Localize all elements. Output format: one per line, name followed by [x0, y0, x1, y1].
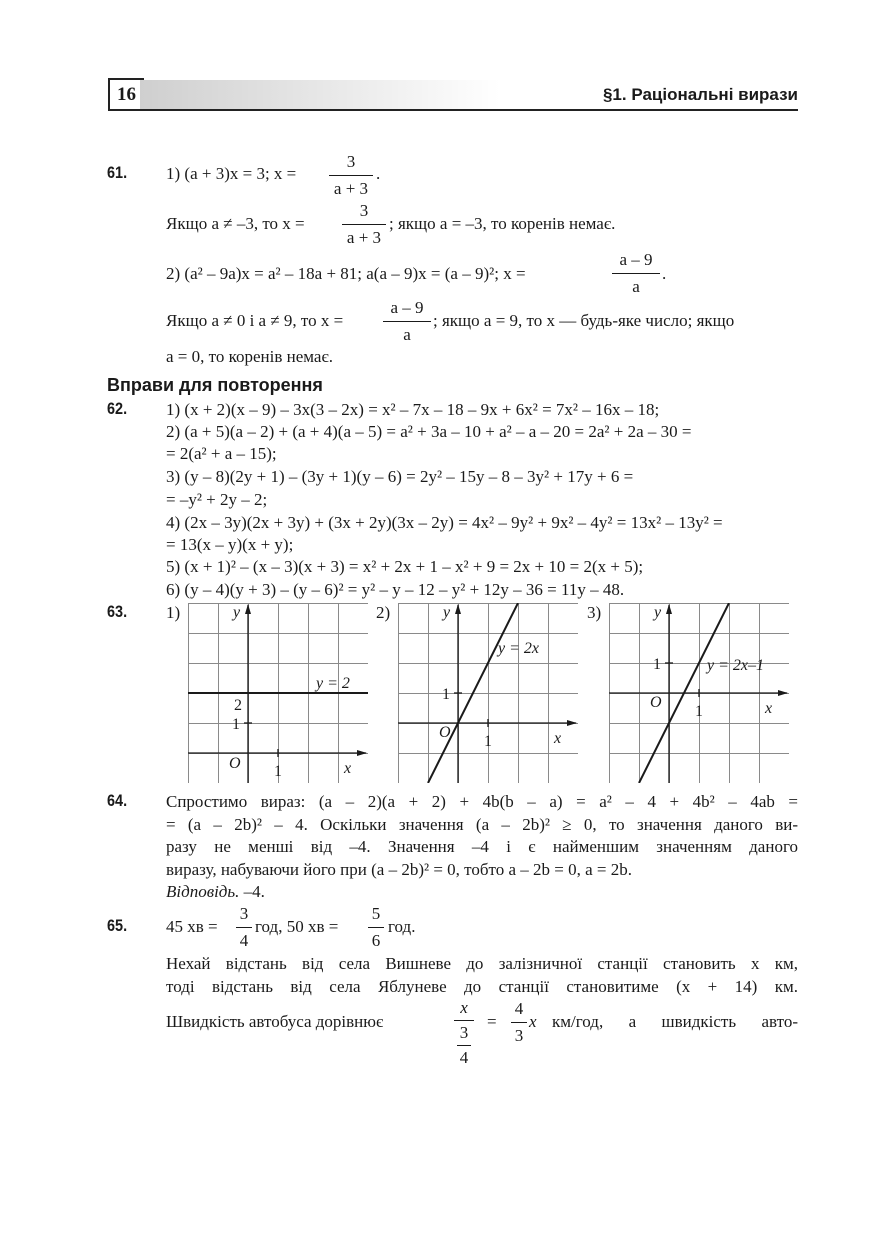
ex61-line3: 2) (a² – 9a)x = a² – 18a + 81; a(a – 9)x = (a – 9)²; x =	[166, 264, 526, 283]
fraction-bar	[368, 927, 384, 928]
ex65-fraction-3-den: 3	[514, 1026, 524, 1045]
ex65-l1a: 45 хв =	[166, 917, 218, 936]
ex61-fraction-3-den: a	[632, 277, 640, 296]
section-title: §1. Раціональні вирази	[602, 85, 798, 104]
cf-numerator: x	[460, 998, 468, 1017]
ex62-line: 6) (y – 4)(y + 3) – (y – 6)² = y² – y – 12 – y² + 12y – 36 = 11y – 48.	[166, 580, 625, 599]
answer-label: Відповідь.	[166, 882, 240, 901]
origin-label: O	[229, 755, 241, 772]
ex65-complex-fraction	[454, 998, 474, 1068]
ex61-line1: 1) (a + 3)x = 3; x =	[166, 164, 297, 183]
graph-label-2: 2)	[376, 603, 391, 622]
x-axis-label: x	[765, 700, 773, 717]
ex65-fraction-3	[511, 999, 527, 1046]
ex62-line: 4) (2x – 3y)(2x + 3y) + (3x + 2y)(3x – 2y) = 4x² – 9y² + 9x² – 4y² = 13x² – 13y² =	[166, 513, 723, 532]
x-axis-label: x	[554, 730, 562, 747]
ex62-line: = –y² + 2y – 2;	[166, 490, 268, 509]
ex61-line4: Якщо a ≠ 0 і a ≠ 9, то x =	[166, 311, 344, 330]
x-axis-arrow-icon	[357, 750, 367, 756]
exercise-number-61: 61.	[107, 163, 128, 182]
x-axis-label: x	[344, 760, 352, 777]
ex65-l4b: км/год, а швидкість авто-	[552, 1012, 798, 1031]
ex61-fraction-3	[612, 250, 660, 297]
answer-value: –4.	[239, 882, 265, 901]
equation-label: y = 2x	[498, 640, 539, 657]
ex61-fraction-4-den: a	[403, 325, 411, 344]
graph-1	[188, 603, 368, 783]
ex65-line: тоді відстань від села Яблуневе до станції становитиме (x + 14) км.	[166, 977, 798, 996]
fraction-bar	[383, 321, 431, 322]
y-axis-label: y	[654, 604, 662, 621]
ex61-line3-end: .	[662, 264, 667, 283]
ex65-var: x	[529, 1012, 537, 1031]
ex61-line1-end: .	[376, 164, 381, 183]
ex65-fraction-1-num: 3	[239, 904, 249, 923]
exercise-number-65: 65.	[107, 916, 128, 935]
ex65-line: Нехай відстань від села Вишневе до залізничної станції становить x км,	[166, 954, 798, 973]
ex65-fraction-1	[236, 904, 252, 951]
y-tick-label: 1	[653, 656, 661, 673]
fraction-bar	[511, 1022, 527, 1023]
ex62-line: 2) (a + 5)(a – 2) + (a + 4)(a – 5) = a² + 3a – 10 + a² – a – 20 = 2a² + 2a – 30 =	[166, 422, 692, 441]
ex65-fraction-2-den: 6	[371, 931, 381, 950]
origin-label: O	[650, 694, 662, 711]
ex64-line: разу не менші від –4. Значення –4 і є найменшим значенням даного	[166, 837, 798, 856]
y-tick-label: 1	[442, 686, 450, 703]
ex61-fraction-2-den: a + 3	[346, 228, 382, 247]
ex62-line: 1) (x + 2)(x – 9) – 3x(3 – 2x) = x² – 7x – 18 – 9x + 6x² = 7x² – 16x – 18;	[166, 400, 660, 419]
exercise-number-63: 63.	[107, 602, 128, 621]
graph-2	[398, 603, 578, 783]
ex65-fraction-3-num: 4	[514, 999, 524, 1018]
ex61-line2: Якщо a ≠ –3, то x =	[166, 214, 305, 233]
fraction-bar	[236, 927, 252, 928]
y-axis-label: y	[233, 604, 241, 621]
ex62-line: = 2(a² + a – 15);	[166, 444, 277, 463]
equation-label: y = 2x–1	[707, 657, 764, 674]
origin-label: O	[439, 724, 451, 741]
ex61-fraction-2-num: 3	[359, 201, 369, 220]
ex64-line: Спростимо вираз: (a – 2)(a + 2) + 4b(b – a) = a² – 4 + 4b² – 4ab =	[166, 792, 798, 811]
ex65-equals: =	[487, 1012, 497, 1031]
ex61-fraction-4	[383, 298, 431, 345]
x-axis-arrow-icon	[778, 690, 788, 696]
y-axis-arrow-icon	[455, 604, 461, 614]
ex61-fraction-1	[329, 152, 373, 199]
ex61-fraction-4-num: a – 9	[390, 298, 424, 317]
header-shade	[140, 80, 500, 109]
y-axis-arrow-icon	[245, 604, 251, 614]
cf-den-num: 3	[459, 1023, 469, 1042]
y-axis-label: y	[443, 604, 451, 621]
cf-den-den: 4	[459, 1048, 469, 1067]
ex62-line: 5) (x + 1)² – (x – 3)(x + 3) = x² + 2x + 1 – x² + 9 = 2x + 10 = 2(x + 5);	[166, 557, 644, 576]
ex61-fraction-1-num: 3	[346, 152, 356, 171]
ex64-line: виразу, набуваючи його при (a – 2b)² = 0, тобто a – 2b = 0, a = 2b.	[166, 860, 632, 879]
level-label: 2	[234, 697, 242, 714]
ex65-fraction-1-den: 4	[239, 931, 249, 950]
ex61-line5: a = 0, то коренів немає.	[166, 347, 334, 366]
header-rule	[108, 109, 798, 111]
ex61-fraction-1-den: a + 3	[333, 179, 369, 198]
y-axis-arrow-icon	[666, 604, 672, 614]
review-heading: Вправи для повторення	[107, 375, 323, 395]
ex65-l1c: год.	[388, 917, 416, 936]
ex61-fraction-3-num: a – 9	[619, 250, 653, 269]
fraction-bar	[457, 1045, 471, 1046]
y-tick-label: 1	[232, 716, 240, 733]
exercise-number-62: 62.	[107, 399, 128, 418]
ex65-l4a: Швидкість автобуса дорівнює	[166, 1012, 384, 1031]
x-tick-label: 1	[695, 703, 703, 720]
ex65-fraction-2	[368, 904, 384, 951]
page-number: 16	[117, 84, 136, 105]
equation-label: y = 2	[316, 675, 350, 692]
fraction-bar	[612, 273, 660, 274]
ex61-line4-end: ; якщо a = 9, то x — будь-яке число; якщо	[433, 311, 735, 330]
ex65-fraction-2-num: 5	[371, 904, 381, 923]
ex65-l1b: год, 50 хв =	[255, 917, 339, 936]
x-tick-label: 1	[274, 763, 282, 780]
ex61-fraction-2	[342, 201, 386, 248]
graph-3	[609, 603, 789, 783]
x-tick-label: 1	[484, 733, 492, 750]
ex64-line: = (a – 2b)² – 4. Оскільки значення (a – 2b)² ≥ 0, то значення даного ви-	[166, 815, 798, 834]
ex64-answer	[166, 882, 265, 902]
fraction-bar	[342, 224, 386, 225]
ex62-line: 3) (y – 8)(2y + 1) – (3y + 1)(y – 6) = 2y² – 15y – 8 – 3y² + 17y + 6 =	[166, 467, 634, 486]
fraction-bar	[329, 175, 373, 176]
exercise-number-64: 64.	[107, 791, 128, 810]
graph-label-1: 1)	[166, 603, 181, 622]
ex62-line: = 13(x – y)(x + y);	[166, 535, 294, 554]
graph-label-3: 3)	[587, 603, 602, 622]
fraction-bar	[454, 1020, 474, 1021]
x-axis-arrow-icon	[567, 720, 577, 726]
ex61-line2-end: ; якщо a = –3, то коренів немає.	[389, 214, 616, 233]
